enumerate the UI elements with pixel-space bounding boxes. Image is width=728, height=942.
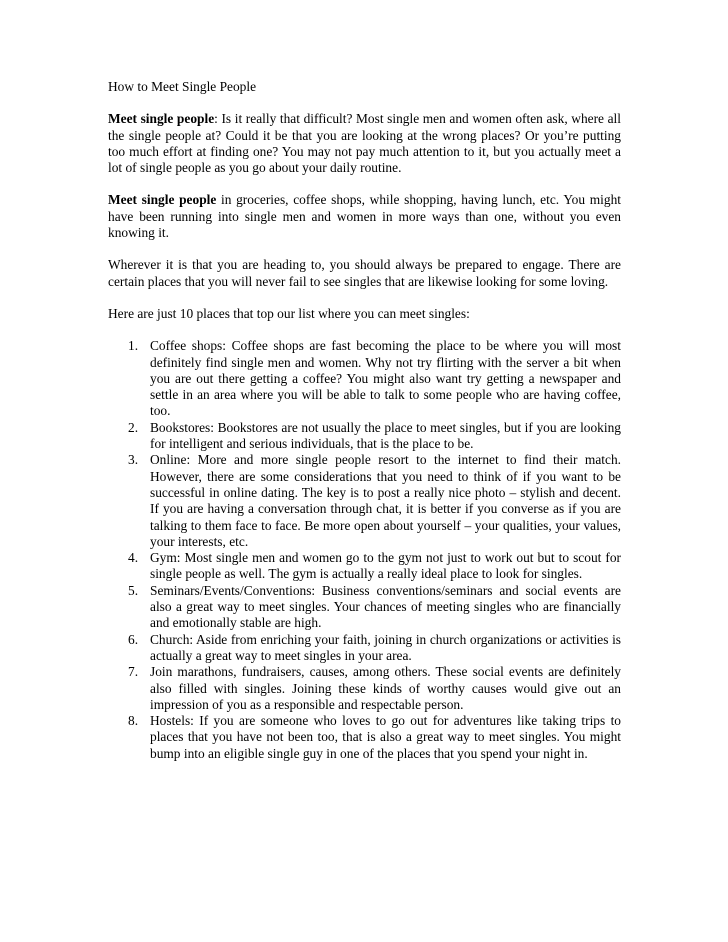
document-title: How to Meet Single People — [108, 79, 257, 94]
paragraph-2-text: in groceries, coffee shops, while shopping, having lunch, etc. You might have been running into single men and women in more ways than one, without you even knowing it. — [108, 192, 621, 241]
list-item-text: Bookstores: Bookstores are not usually the place to meet singles, but if you are looking for intelligent and serious individuals, that is the place to be. — [150, 419, 621, 452]
list-item-text: Hostels: If you are someone who loves to go out for adventures like taking trips to places that you have not been too, that is also a great way to meet singles. You might bump into an eligible single guy in one of the places that you spend your night in. — [150, 713, 621, 761]
paragraph-3-text: Wherever it is that you are heading to, you should always be prepared to engage. There are certain places that you will never fail to see singles that are likewise looking for some loving. — [108, 257, 621, 289]
list-item-number: 1. — [128, 338, 139, 354]
list-item — [108, 452, 621, 550]
list-item-text: Church: Aside from enriching your faith, joining in church organizations or activities is actually a great way to meet singles in your area. — [150, 631, 621, 663]
list-item-text: Seminars/Events/Conventions: Business conventions/seminars and social events are also a great way to meet singles. Your chances of meeting singles who are financially and emotionally stable are high. — [150, 582, 621, 631]
paragraph-4 — [108, 306, 621, 322]
list-item-text: Gym: Most single men and women go to the gym not just to work out but to scout for single people as well. The gym is actually a really ideal place to look for singles. — [150, 550, 621, 582]
list-item-text: Join marathons, fundraisers, causes, among others. These social events are definitely also filled with singles. Joining these kinds of worthy causes would give out an impression of you as a responsible and respectable person. — [150, 664, 621, 712]
list-item-number: 8. — [128, 713, 139, 729]
list-item-text: Coffee shops: Coffee shops are fast becoming the place to be where you will most definitely find single men and women. Why not try flirting with the server a bit when you are out there getting a coffee? You might also want try getting a newspaper and settle in an area where you will be able to talk to some people who are having coffee, too. — [150, 338, 621, 419]
list-item — [108, 550, 621, 583]
list-item-number: 4. — [128, 550, 139, 566]
list-item — [108, 713, 621, 762]
list-item — [108, 420, 621, 453]
list-item-number: 3. — [128, 452, 139, 468]
places-list — [108, 338, 621, 762]
list-item — [108, 632, 621, 665]
paragraph-1 — [108, 111, 621, 176]
list-item — [108, 338, 621, 419]
list-item — [108, 583, 621, 632]
list-item-number: 6. — [128, 631, 139, 647]
document-page — [108, 79, 621, 762]
paragraph-1-lead: Meet single people — [108, 111, 215, 127]
paragraph-2-lead: Meet single people — [108, 192, 217, 208]
list-item-text: Online: More and more single people resort to the internet to find their match. However, there are some considerations that you need to think of if you want to be successful in online dating. The key is to post a really nice photo – stylish and decent. If you are having a conversation through chat, it is better if you converse as if you are talking to them face to face. Be more open about yourself – your qualities, your values, your interests, etc. — [150, 452, 621, 549]
list-item-number: 2. — [128, 419, 139, 435]
paragraph-2 — [108, 192, 621, 241]
paragraph-1-text: : Is it really that difficult? Most single men and women often ask, where all the single people at? Could it be that you are looking at the wrong places? Or you’re putting too much effort at finding one? You may not pay much attention to it, but you actually meet a lot of single people as you go about your daily routine. — [108, 111, 621, 176]
paragraph-4-text: Here are just 10 places that top our list where you can meet singles: — [108, 305, 470, 321]
paragraph-3 — [108, 257, 621, 290]
list-item-number: 7. — [128, 664, 139, 680]
list-item — [108, 664, 621, 713]
list-item-number: 5. — [128, 582, 139, 598]
